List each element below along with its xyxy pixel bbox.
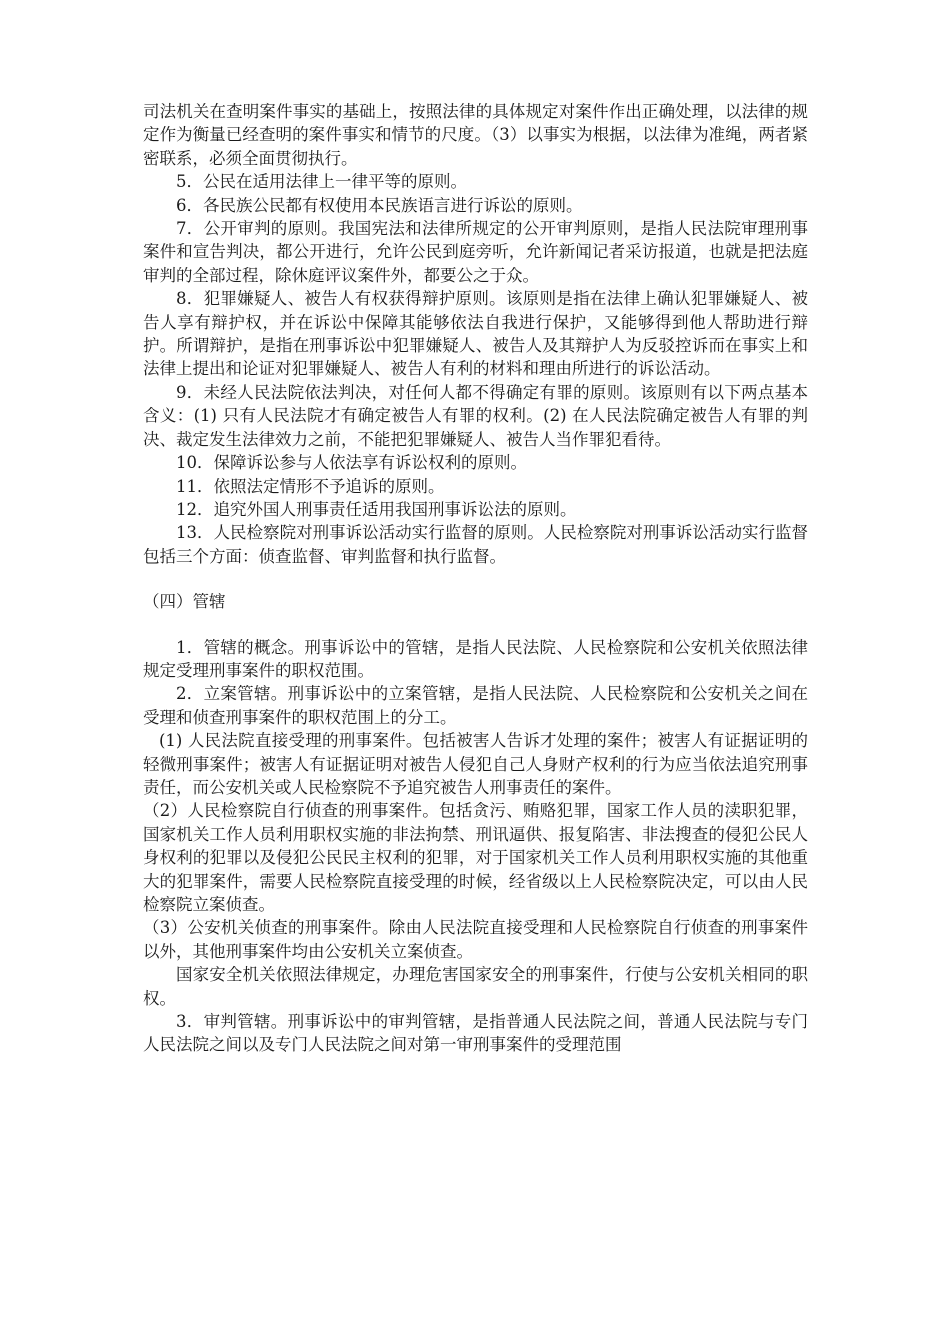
paragraph-principle-7: 7．公开审判的原则。我国宪法和法律所规定的公开审判原则，是指人民法院审理刑事案件和宣告判决，都公开进行，允许公民到庭旁听，允许新闻记者采访报道，也就是把法庭审判的全部过程，除休庭评议案件外，都要公之于众。 xyxy=(143,219,808,285)
paragraph-trial-jurisdiction: 3．审判管辖。刑事诉讼中的审判管辖，是指普通人民法院之间，普通人民法院与专门人民法院之间以及专门人民法院之间对第一审刑事案件的受理范围 xyxy=(143,1012,808,1055)
paragraph-principle-11: 11．依照法定情形不予追诉的原则。 xyxy=(176,476,445,496)
paragraph-principle-8: 8．犯罪嫌疑人、被告人有权获得辩护原则。该原则是指在法律上确认犯罪嫌疑人、被告人享有辩护权，并在诉讼中保障其能够依法自我进行保护，又能够得到他人帮助进行辩护。所谓辩护，是指在刑事诉讼中犯罪嫌疑人、被告人及其辩护人为反驳控诉而在事实上和法律上提出和论证对犯罪嫌疑人、被告人有利的材料和理由所进行的诉讼活动。 xyxy=(143,289,808,379)
paragraph-filing-jurisdiction: 2．立案管辖。刑事诉讼中的立案管辖，是指人民法院、人民检察院和公安机关之间在受理和侦查刑事案件的职权范围上的分工。 xyxy=(143,684,808,727)
paragraph-principle-13: 13．人民检察院对刑事诉讼活动实行监督的原则。人民检察院对刑事诉讼活动实行监督包括三个方面：侦查监督、审判监督和执行监督。 xyxy=(143,523,808,566)
paragraph-principle-12: 12．追究外国人刑事责任适用我国刑事诉讼法的原则。 xyxy=(176,499,577,519)
section-heading-jurisdiction: （四）管辖 xyxy=(143,592,226,612)
paragraph-principle-9: 9．未经人民法院依法判决，对任何人都不得确定有罪的原则。该原则有以下两点基本含义：(1) 只有人民法院才有确定被告人有罪的权利。(2) 在人民法院确定被告人有罪的判决、裁定发生法律效力之前，不能把犯罪嫌疑人、被告人当作罪犯看待。 xyxy=(143,382,808,449)
document-page xyxy=(143,100,808,1057)
paragraph-state-security: 国家安全机关依照法律规定，办理危害国家安全的刑事案件，行使与公安机关相同的职权。 xyxy=(143,965,808,1008)
paragraph-principle-10: 10．保障诉讼参与人依法享有诉讼权利的原则。 xyxy=(176,453,527,473)
paragraph-police-cases: （3）公安机关侦查的刑事案件。除由人民法院直接受理和人民检察院自行侦查的刑事案件以外，其他刑事案件均由公安机关立案侦查。 xyxy=(143,918,808,961)
paragraph-procuratorate-cases: （2）人民检察院自行侦查的刑事案件。包括贪污、贿赂犯罪，国家工作人员的渎职犯罪，国家机关工作人员利用职权实施的非法拘禁、刑讯逼供、报复陷害、非法搜查的侵犯公民人身权利的犯罪以及侵犯公民民主权利的犯罪，对于国家机关工作人员利用职权实施的其他重大的犯罪案件，需要人民检察院直接受理的时候，经省级以上人民检察院决定，可以由人民检察院立案侦查。 xyxy=(143,801,808,914)
paragraph-jurisdiction-concept: 1．管辖的概念。刑事诉讼中的管辖，是指人民法院、人民检察院和公安机关依照法律规定受理刑事案件的职权范围。 xyxy=(143,637,808,680)
paragraph-court-cases: (1) 人民法院直接受理的刑事案件。包括被害人告诉才处理的案件；被害人有证据证明的轻微刑事案件；被害人有证据证明对被告人侵犯自己人身财产权利的行为应当依法追究刑事责任，而公安机关或人民检察院不予追究被告人刑事责任的案件。 xyxy=(143,731,808,797)
paragraph-continuation: 司法机关在查明案件事实的基础上，按照法律的具体规定对案件作出正确处理，以法律的规定作为衡量已经查明的案件事实和情节的尺度。（3）以事实为根据，以法律为准绳，两者紧密联系，必须全面贯彻执行。 xyxy=(143,102,808,168)
paragraph-principle-5: 5．公民在适用法律上一律平等的原则。 xyxy=(176,172,467,192)
paragraph-principle-6: 6．各民族公民都有权使用本民族语言进行诉讼的原则。 xyxy=(176,195,583,215)
